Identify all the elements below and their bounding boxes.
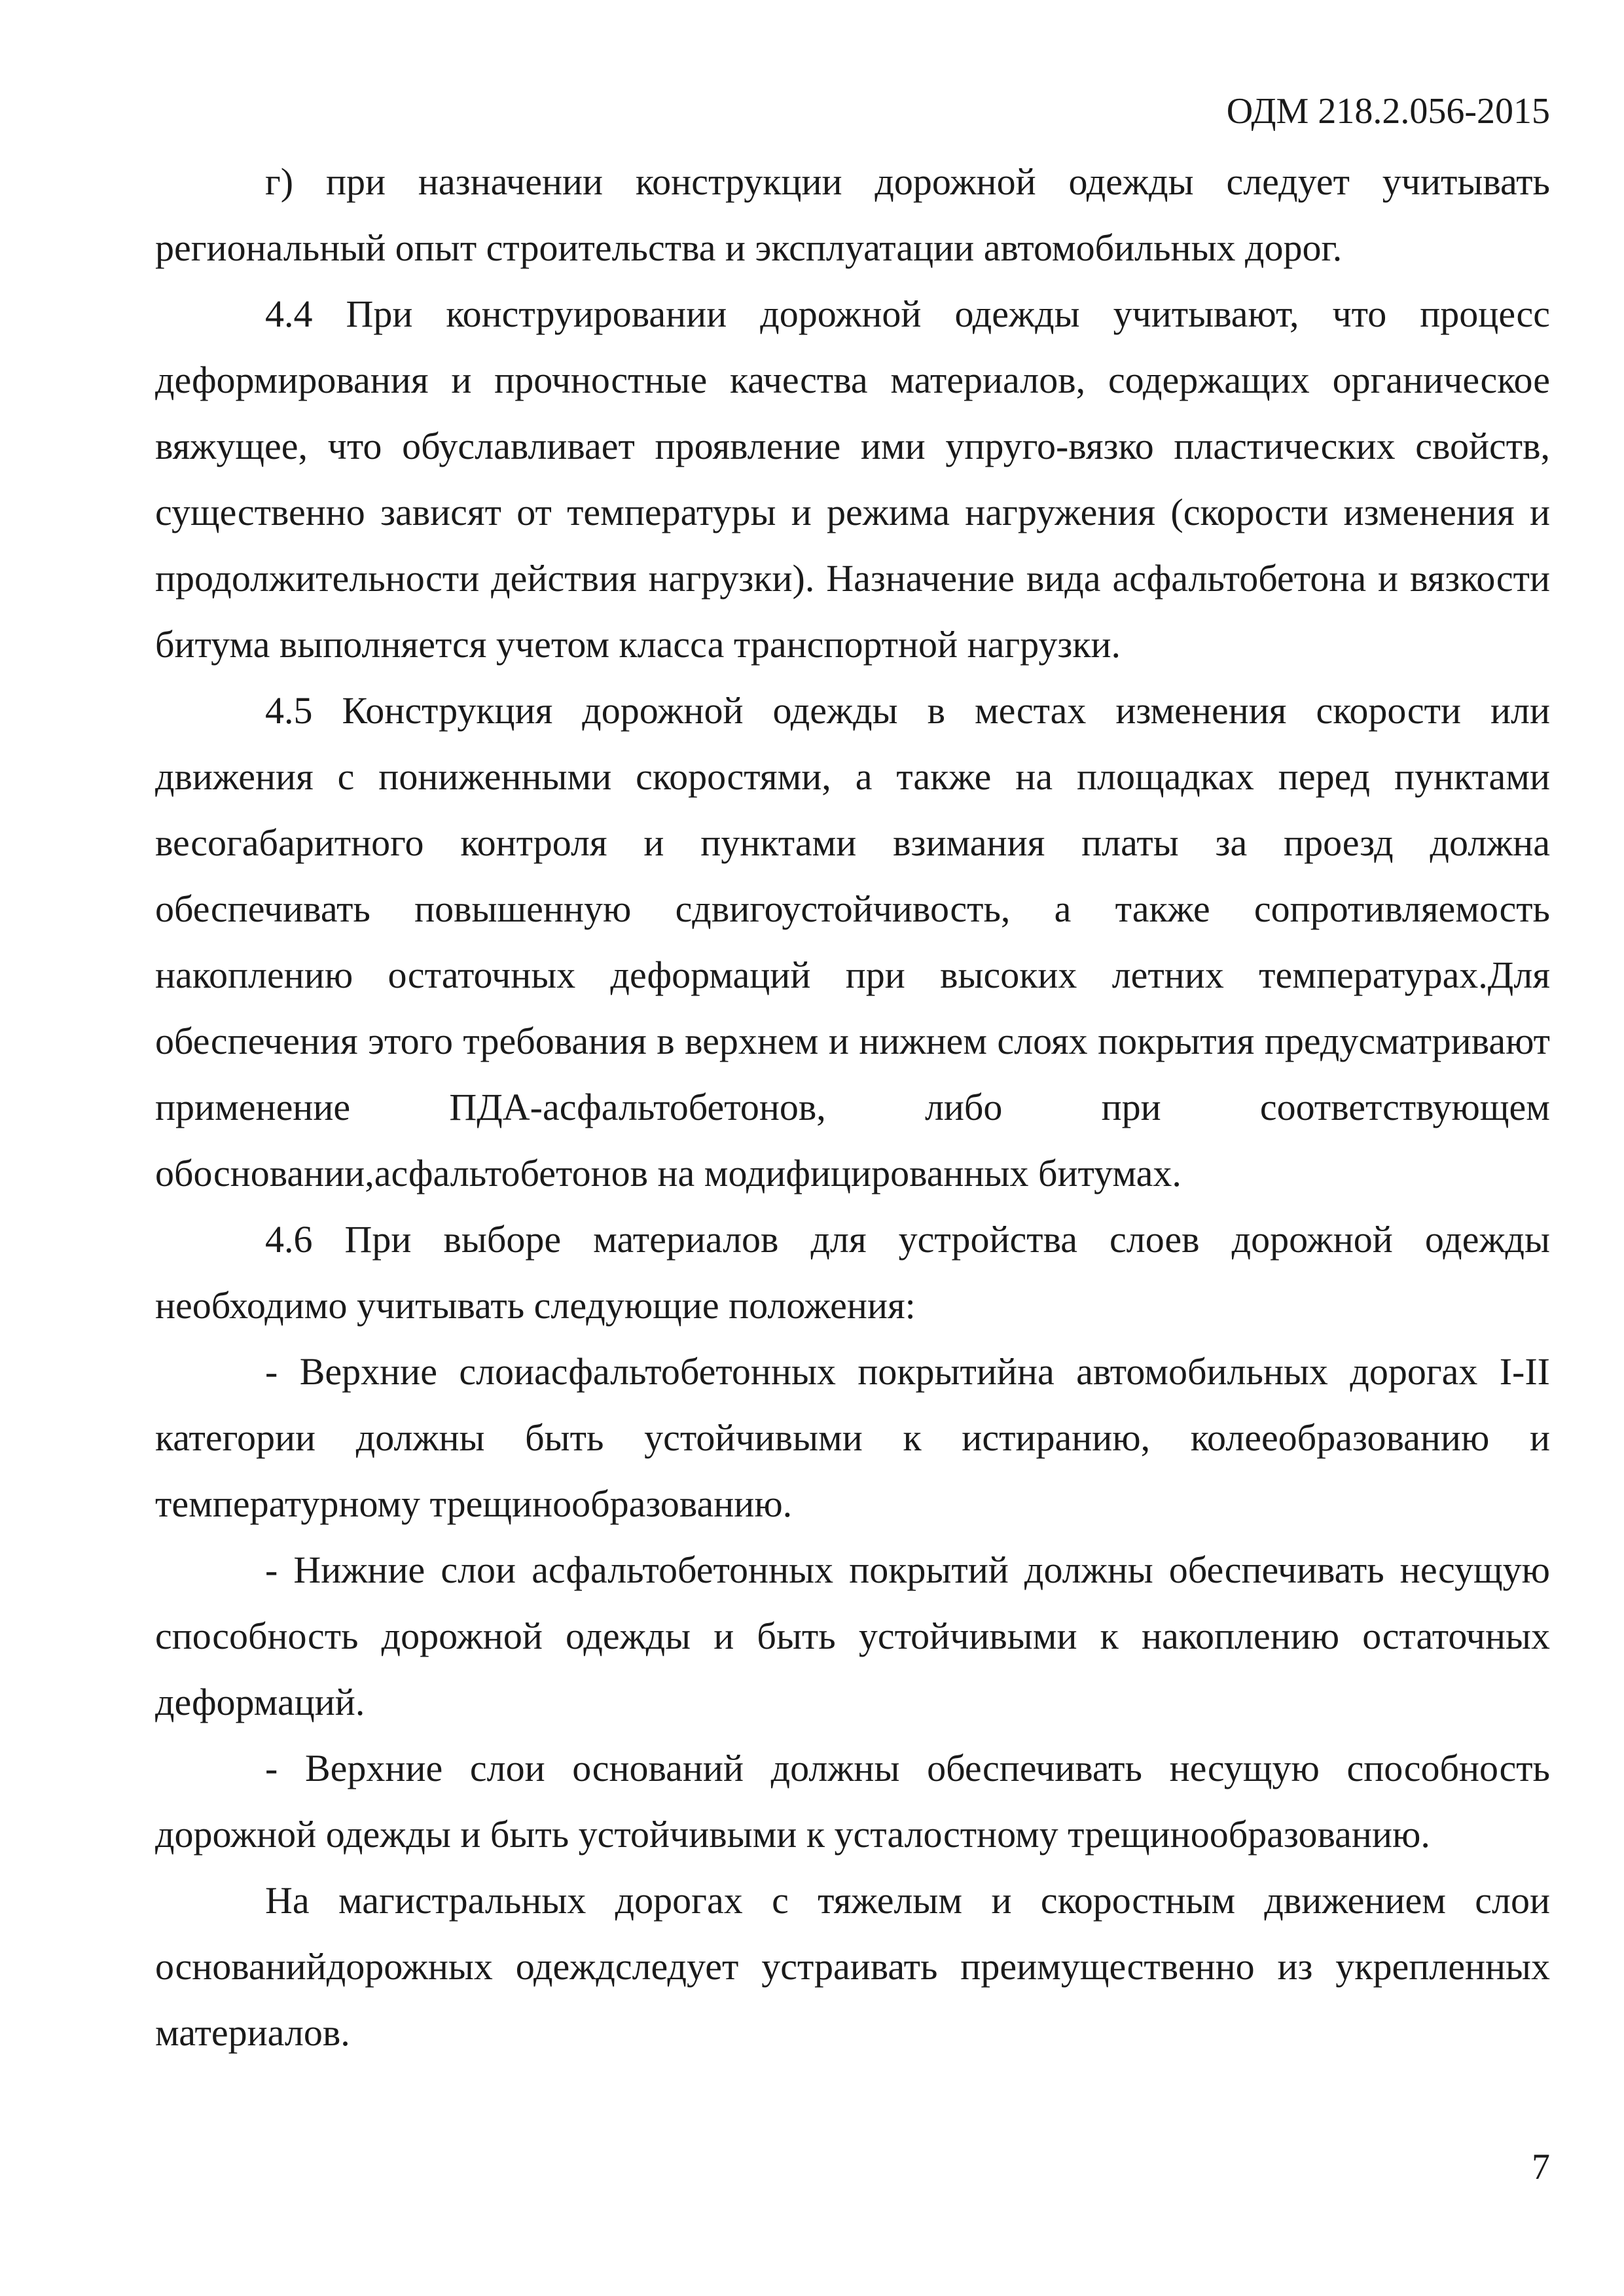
- paragraph-main-roads: На магистральных дорогах с тяжелым и скоростным движением слои основанийдорожных одеждследует устраивать преимущественно из укрепленных материалов.: [155, 1879, 1550, 2054]
- paragraph-4-5: 4.5 Конструкция дорожной одежды в местах изменения скорости или движения с пониженными скоростями, а также на площадках перед пунктами весогабаритного контроля и пунктами взимания платы за проезд должна обеспечивать повышенную сдвигоустойчивость, а также сопротивляемость накоплению остаточных деформаций при высоких летних температурах.Для обеспечения этого требования в верхнем и нижнем слоях покрытия предусматривают применение ПДА-асфальтобетонов, либо при соответствующем обосновании,асфальтобетонов на модифицированных битумах.: [155, 689, 1550, 1194]
- page-body: [155, 149, 1550, 2066]
- paragraph-regional-experience: г) при назначении конструкции дорожной одежды следует учитывать региональный опыт строительства и эксплуатации автомобильных дорог.: [155, 160, 1550, 269]
- document-code: ОДМ 218.2.056-2015: [1226, 91, 1550, 132]
- page-number: 7: [1532, 2147, 1550, 2187]
- paragraph-4-6: 4.6 При выборе материалов для устройства слоев дорожной одежды необходимо учитывать следующие положения:: [155, 1218, 1550, 1327]
- list-item-base-layers: - Верхние слои оснований должны обеспечивать несущую способность дорожной одежды и быть устойчивыми к усталостному трещинообразованию.: [155, 1747, 1550, 1856]
- list-item-lower-layers: - Нижние слои асфальтобетонных покрытий должны обеспечивать несущую способность дорожной одежды и быть устойчивыми к накоплению остаточных деформаций.: [155, 1549, 1550, 1723]
- paragraph-4-4: 4.4 При конструировании дорожной одежды учитывают, что процесс деформирования и прочностные качества материалов, содержащих органическое вяжущее, что обуславливает проявление ими упруго-вязко пластических свойств, существенно зависят от температуры и режима нагружения (скорости изменения и продолжительности действия нагрузки). Назначение вида асфальтобетона и вязкости битума выполняется учетом класса транспортной нагрузки.: [155, 293, 1550, 666]
- list-item-upper-layers: - Верхние слоиасфальтобетонных покрытийна автомобильных дорогах I-II категории должны быть устойчивыми к истиранию, колееобразованию и температурному трещинообразованию.: [155, 1350, 1550, 1525]
